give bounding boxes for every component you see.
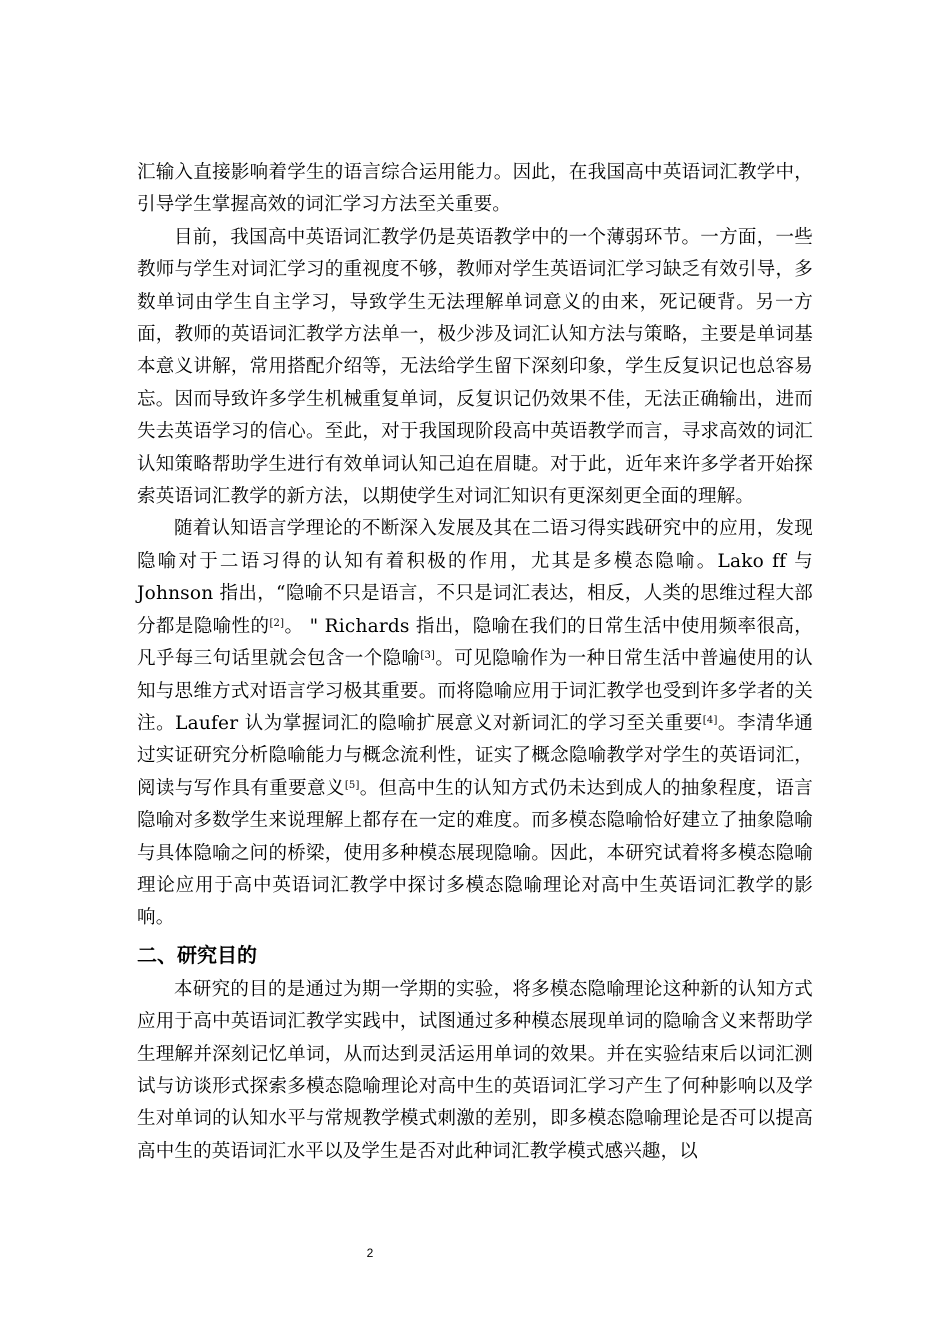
citation-ref: [3] [420, 650, 436, 662]
paragraph-research-purpose: 本研究的目的是通过为期一学期的实验，将多模态隐喻理论这种新的认知方式应用于高中英语词汇教学实践中，试图通过多种模态展现单词的隐喻含义来帮助学生理解并深刻记忆单词，从而达到灵活运用单词的效果。并在实验结束后以词汇测试与访谈形式探索多模态隐喻理论对高中生的英语词汇学习产生了何种影响以及学生对单词的认知水平与常规教学模式刺激的差别，即多模态隐喻理论是否可以提高高中生的英语词汇水平以及学生是否对此种词汇教学模式感兴趣，以 [137, 978, 813, 1162]
paragraph-metaphor-background [137, 513, 813, 934]
paragraph-text: 。但高中生的认知方式仍未达到成人的抽象程度，语言隐喻对多数学生来说理解上都存在一定的难度。而多模态隐喻恰好建立了抽象隐喻与具体隐喻之问的桥梁，使用多种模态展现隐喻。因此，本研究试着将多模态隐喻理论应用于高中英语词汇教学中探讨多模态隐喻理论对高中生英语词汇教学的影响。 [137, 777, 813, 929]
page-number: 2 [366, 1246, 374, 1260]
paragraph-text: 。 " Richards 指出，隐喻在我们的日常生活中使用频率很高，凡乎每三句话里就会包含一个隐喻 [137, 615, 813, 670]
citation-ref: [4] [702, 714, 718, 726]
citation-ref: [5] [344, 779, 360, 791]
paragraph-continuation: 汇输入直接影响着学生的语言综合运用能力。因此，在我国高中英语词汇教学中，引导学生掌握高效的词汇学习方法至关重要。 [137, 162, 813, 216]
citation-ref: [2] [269, 617, 285, 629]
document-page [137, 157, 813, 1168]
paragraph-text: 随着认知语言学理论的不断深入发展及其在二语习得实践研究中的应用，发现隐喻对于二语习得的认知有着积极的作用，尤其是多模态隐喻。Lako ff 与 Johnson 指出，“隐喻不只是语言，不只是词汇表达，相反，人类的思维过程大部分都是隐喻性的 [137, 518, 813, 637]
section-heading: 二、研究目的 [137, 942, 257, 967]
paragraph-text: 。李清华通过实证研究分析隐喻能力与概念流利性，证实了概念隐喻教学对学生的英语词汇，阅读与写作具有重要意义 [137, 712, 813, 799]
paragraph-current-situation: 目前，我国高中英语词汇教学仍是英语教学中的一个薄弱环节。一方面，一些教师与学生对词汇学习的重视度不够，教师对学生英语词汇学习缺乏有效引导，多数单词由学生自主学习，导致学生无法理解单词意义的由来，死记硬背。另一方面，教师的英语词汇教学方法单一，极少涉及词汇认知方法与策略，主要是单词基本意义讲解，常用搭配介绍等，无法给学生留下深刻印象，学生反复识记也总容易忘。因而导致许多学生机械重复单词，反复识记仍效果不佳，无法正确输出，进而失去英语学习的信心。至此，对于我国现阶段高中英语教学而言，寻求高效的词汇认知策略帮助学生进行有效单词认知己迫在眉睫。对于此，近年来许多学者开始探索英语词汇教学的新方法，以期使学生对词汇知识有更深刻更全面的理解。 [137, 226, 813, 508]
paragraph-text: 。可见隐喻作为一种日常生活中普遍使用的认知与思维方式对语言学习极其重要。而将隐喻应用于词汇教学也受到许多学者的关注。Laufer 认为掌握词汇的隐喻扩展意义对新词汇的学习至关重要 [137, 648, 813, 734]
